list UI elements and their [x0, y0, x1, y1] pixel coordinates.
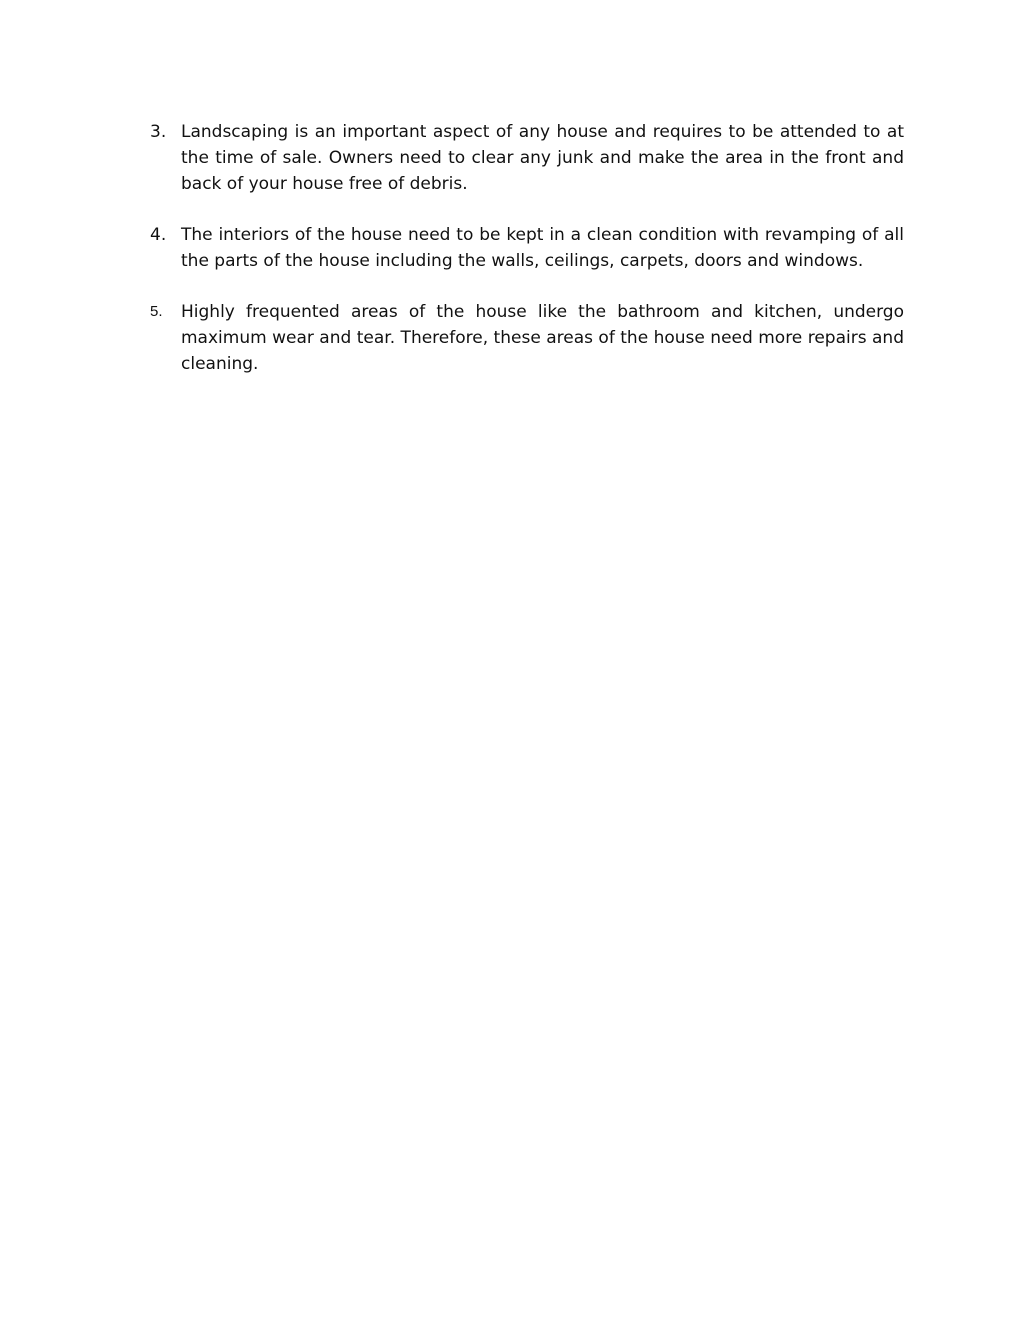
list-item-text: Landscaping is an important aspect of any house and requires to be attended to at the time of sale. Owners need to clear any junk and make the area in the front and back of your house free of debris. — [181, 122, 904, 194]
list-item — [150, 119, 904, 197]
numbered-list — [150, 119, 904, 402]
list-item — [150, 222, 904, 274]
list-item-number: 5. — [150, 303, 163, 320]
list-item-number: 3. — [150, 122, 167, 142]
list-item-text: The interiors of the house need to be kept in a clean condition with revamping of all the parts of the house including the walls, ceilings, carpets, doors and windows. — [181, 225, 904, 271]
list-item-text: Highly frequented areas of the house like the bathroom and kitchen, undergo maximum wear and tear. Therefore, these areas of the house need more repairs and cleaning. — [181, 302, 904, 374]
list-item-number: 4. — [150, 225, 167, 245]
list-item — [150, 299, 904, 377]
